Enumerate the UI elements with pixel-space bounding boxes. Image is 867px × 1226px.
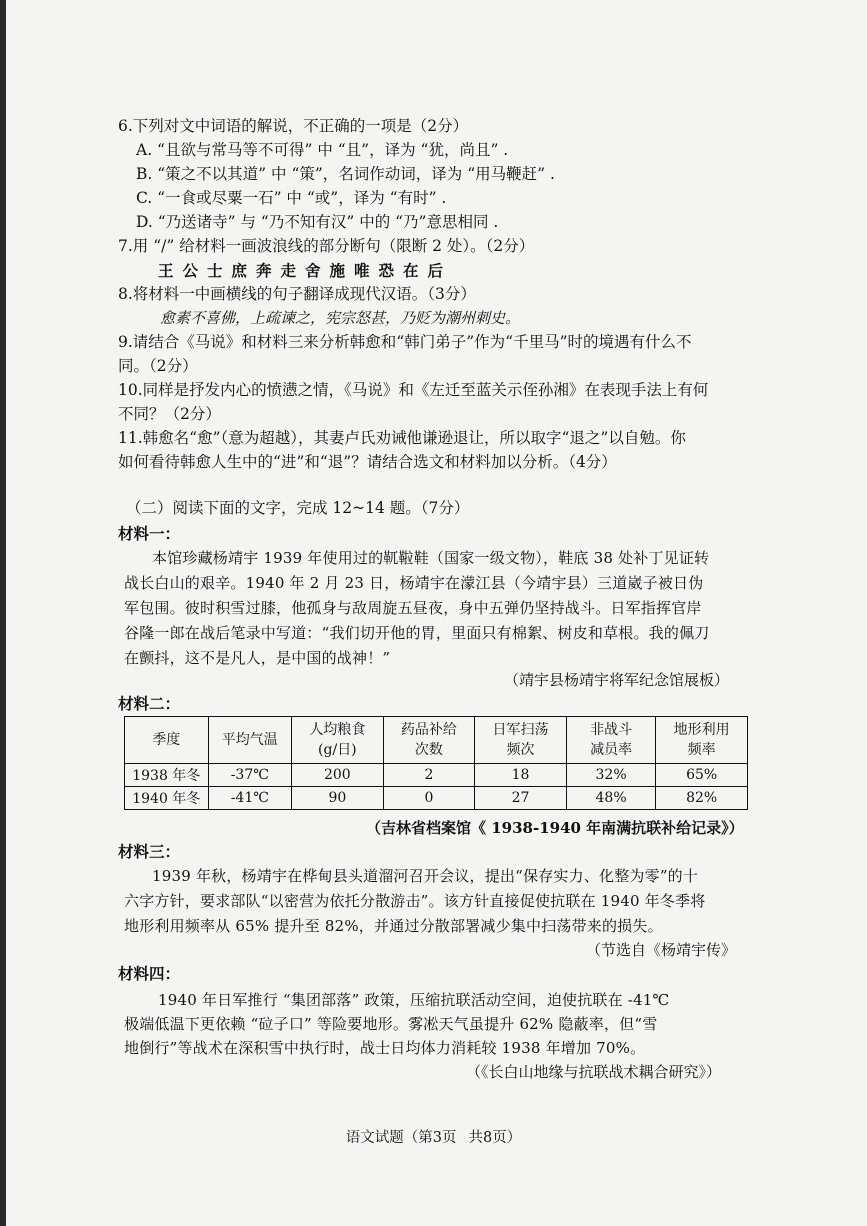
- question-8-sentence: 愈素不喜佛，上疏谏之，宪宗怒甚，乃贬为潮州刺史。: [160, 309, 521, 327]
- question-6-option-a: A. “且欲与常马等不可得” 中 “且”，译为 “犹，尚且” .: [136, 141, 509, 159]
- question-6-option-b: B. “策之不以其道” 中 “策”，名词作动词，译为 “用马鞭赶” .: [136, 165, 555, 183]
- table-cell: 2: [383, 764, 475, 787]
- material-4-label: 材料四：: [118, 964, 181, 983]
- material-3-label: 材料三：: [118, 842, 181, 861]
- material-1-source: （靖宇县杨靖宇将军纪念馆展板）: [504, 671, 730, 689]
- table-row: [125, 787, 748, 810]
- table-cell: 90: [292, 787, 384, 810]
- material-2-source: （吉林省档案馆《 1938-1940 年南满抗联补给记录》）: [366, 819, 744, 837]
- page-footer: [0, 1126, 867, 1147]
- question-6-option-c: C. “一食或尽粟一石” 中 “或”，译为 “有时” .: [136, 189, 447, 207]
- material-1-label: 材料一：: [118, 524, 181, 543]
- table-cell: 1938 年冬: [125, 764, 209, 787]
- table-cell: 65%: [656, 764, 748, 787]
- table-header-cell: 平均气温: [208, 717, 292, 764]
- table-header-cell: 日军扫荡 频次: [475, 717, 567, 764]
- material-1-line: 本馆珍藏杨靖宇 1939 年使用过的靰鞡鞋（国家一级文物），鞋底 38 处补丁见证转: [152, 549, 710, 567]
- table-row: [125, 764, 748, 787]
- footer-page-number: 语文试题（第3页: [345, 1130, 457, 1146]
- question-11-line-1: 11.韩愈名“愈”（意为超越），其妻卢氏劝诫他谦逊退让，所以取字“退之”以自勉。你: [118, 429, 686, 447]
- supply-record-table: [124, 716, 748, 810]
- table-cell: -41℃: [208, 787, 292, 810]
- table-header-cell: 地形利用 频率: [656, 717, 748, 764]
- table-header-cell: 药品补给 次数: [383, 717, 475, 764]
- material-1-line: 谷隆一郎在战后笔录中写道：“我们切开他的胃，里面只有棉絮、树皮和草根。我的佩刀: [124, 624, 710, 642]
- table-cell: 0: [383, 787, 475, 810]
- question-9-line-1: 9.请结合《马说》和材料三来分析韩愈和“韩门弟子”作为“千里马”时的境遇有什么不: [118, 333, 692, 351]
- material-3-source: （节选自《杨靖宇传》: [586, 941, 737, 959]
- question-6-stem: 6.下列对文中词语的解说，不正确的一项是（2分）: [118, 117, 469, 135]
- question-8-stem: 8.将材料一中画横线的句子翻译成现代汉语。（3分）: [118, 285, 476, 303]
- table-header-row: [125, 717, 748, 764]
- table-header-cell: 人均粮食 (g/日): [292, 717, 384, 764]
- table-cell: 32%: [566, 764, 656, 787]
- material-4-source: （《长白山地缘与抗联战术耦合研究》）: [466, 1063, 722, 1081]
- table-cell: 200: [292, 764, 384, 787]
- question-10-line-2: 不同？（2分）: [118, 405, 221, 423]
- table-cell: 48%: [566, 787, 656, 810]
- material-3-line: 六字方针，要求部队“以密营为依托分散游击”。该方针直接促使抗联在 1940 年冬季将: [124, 892, 706, 910]
- material-1-line: 在颤抖，这不是凡人，是中国的战神！”: [124, 649, 391, 667]
- footer-total-pages: 共8页）: [468, 1130, 522, 1146]
- table-header-cell: 非战斗 减员率: [566, 717, 656, 764]
- material-4-line: 1940 年日军推行 “集团部落” 政策，压缩抗联活动空间，迫使抗联在 -41℃: [158, 991, 670, 1009]
- material-3-line: 1939 年秋，杨靖宇在桦甸县头道溜河召开会议，提出“保存实力、化整为零”的十: [152, 867, 699, 885]
- material-4-line: 极端低温下更依赖 “砬子口” 等险要地形。雾凇天气虽提升 62% 隐蔽率，但“雪: [124, 1015, 658, 1033]
- question-9-line-2: 同。（2分）: [118, 357, 198, 375]
- material-1-line: 战长白山的艰辛。1940 年 2 月 23 日，杨靖宇在濛江县（今靖宇县）三道崴子被日伪: [124, 574, 704, 592]
- question-6-option-d: D. “乃送诸寺” 与 “乃不知有汉” 中的 “乃”意思相同 .: [136, 213, 499, 231]
- table-cell: 27: [475, 787, 567, 810]
- question-10-line-1: 10.同样是抒发内心的愤懑之情，《马说》和《左迁至蓝关示侄孙湘》在表现手法上有何: [118, 381, 709, 399]
- material-3-line: 地形利用频率从 65% 提升至 82%，并通过分散部署减少集中扫荡带来的损失。: [124, 917, 663, 935]
- table-cell: 82%: [656, 787, 748, 810]
- material-4-line: 地倒行”等战术在深积雪中执行时，战士日均体力消耗较 1938 年增加 70%。: [124, 1039, 646, 1057]
- question-7-stem: 7.用 “/” 给材料一画波浪线的部分断句（限断 2 处）。（2分）: [118, 237, 535, 255]
- table-cell: 1940 年冬: [125, 787, 209, 810]
- question-11-line-2: 如何看待韩愈人生中的“进”和“退”？请结合选文和材料加以分析。（4分）: [118, 453, 617, 471]
- section-2-heading: （二）阅读下面的文字，完成 12~14 题。（7分）: [126, 499, 470, 517]
- table-cell: 18: [475, 764, 567, 787]
- table-cell: -37℃: [208, 764, 292, 787]
- table-header-cell: 季度: [125, 717, 209, 764]
- question-7-fragment: 王公士庶奔走舍施唯恐在后: [158, 261, 453, 280]
- material-1-line: 军包围。彼时积雪过膝，他孤身与敌周旋五昼夜，身中五弹仍坚持战斗。日军指挥官岸: [124, 599, 702, 617]
- material-2-label: 材料二：: [118, 694, 181, 713]
